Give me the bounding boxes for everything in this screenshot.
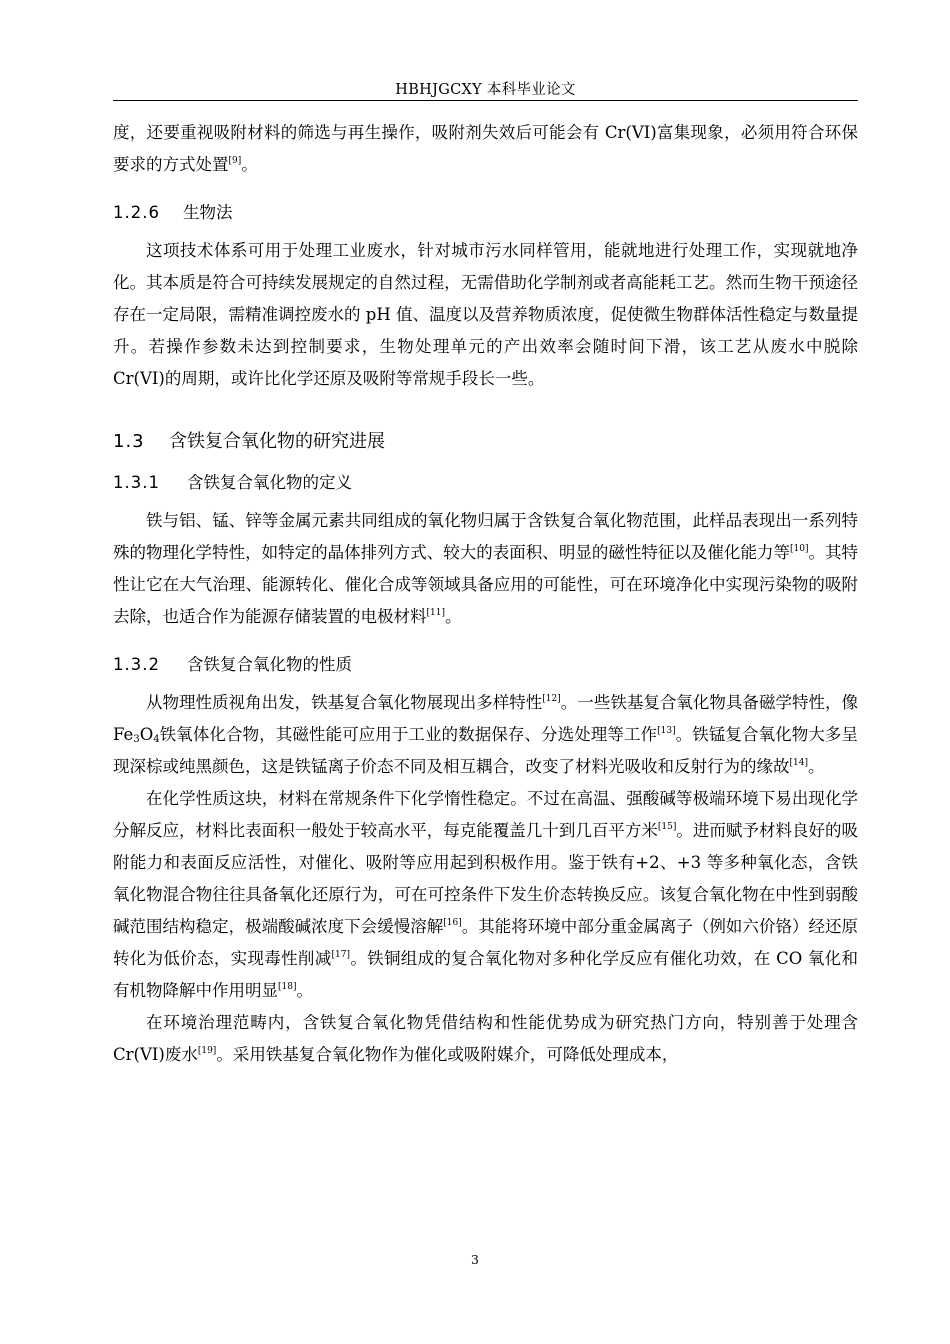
- citation-19: [19]: [197, 1046, 217, 1056]
- section-heading-1-3-1: 1.3.1 含铁复合氧化物的定义: [113, 473, 352, 492]
- section-heading-1-3-2: 1.3.2 含铁复合氧化物的性质: [113, 655, 352, 674]
- citation-17: [17]: [331, 950, 351, 960]
- citation-18: [18]: [278, 982, 297, 992]
- section-heading-1-3: 1.3 含铁复合氧化物的研究进展: [113, 431, 385, 452]
- header-rule: [113, 100, 858, 101]
- citation-16: [16]: [443, 918, 462, 928]
- paragraph-continued: 度，还要重视吸附材料的筛选与再生操作，吸附剂失效后可能会有 Cr(VI)富集现象，必须用符合环保要求的方式处置[9]。: [113, 123, 858, 174]
- citation-9: [9]: [228, 156, 242, 166]
- section-heading-1-2-6: 1.2.6 生物法: [113, 203, 233, 222]
- citation-10: [10]: [789, 544, 809, 554]
- paragraph-definition: 铁与铝、锰、锌等金属元素共同组成的氧化物归属于含铁复合氧化物范围，此样品表现出一系列特殊的物理化学特性，如特定的晶体排列方式、较大的表面积、明显的磁性特征以及催化能力等[10]。其特性让它在大气治理、能源转化、催化合成等领域具备应用的可能性，可在环境净化中实现污染物的吸附去除，也适合作为能源存储装置的电极材料[11]。: [113, 511, 859, 626]
- citation-11: [11]: [426, 608, 445, 618]
- citation-12: [12]: [542, 694, 561, 704]
- page-body: [113, 117, 858, 1071]
- running-header: HBHJGCXY 本科毕业论文: [395, 82, 576, 98]
- paragraph-chemical-properties: 在化学性质这块，材料在常规条件下化学惰性稳定。不过在高温、强酸碱等极端环境下易出现化学分解反应，材料比表面积一般处于较高水平，每克能覆盖几十到几百平方米[15]。进而赋予材料良好的吸附能力和表面反应活性，对催化、吸附等应用起到积极作用。鉴于铁有+2、+3 等多种氧化态，含铁氧化物混合物往往具备氧化还原行为，可在可控条件下发生价态转换反应。该复合氧化物在中性到弱酸碱范围结构稳定，极端酸碱浓度下会缓慢溶解[16]。其能将环境中部分重金属离子（例如六价铬）经还原转化为低价态，实现毒性削减[17]。铁铜组成的复合氧化物对多种化学反应有催化功效，在 CO 氧化和有机物降解中作用明显[18]。: [113, 789, 859, 1000]
- citation-15: [15]: [657, 822, 677, 832]
- citation-14: [14]: [789, 758, 808, 768]
- page-number: 3: [471, 1252, 479, 1267]
- paragraph-environmental-application: 在环境治理范畴内，含铁复合氧化物凭借结构和性能优势成为研究热门方向，特别善于处理含 Cr(VI)废水[19]。采用铁基复合氧化物作为催化或吸附媒介，可降低处理成本，: [113, 1013, 858, 1064]
- paragraph-physical-properties: 从物理性质视角出发，铁基复合氧化物展现出多样特性[12]。一些铁基复合氧化物具备磁学特性，像 $Fe_3O_4$铁氧体化合物，其磁性能可应用于工业的数据保存、分选处理等工作[13]。铁锰复合氧化物大多呈现深棕或纯黑颜色，这是铁锰离子价态不同及相互耦合，改变了材料光吸收和反射行为的缘故[14]。: [113, 693, 859, 776]
- citation-13: [13]: [657, 726, 676, 736]
- paragraph-biological-method: 这项技术体系可用于处理工业废水，针对城市污水同样管用，能就地进行处理工作，实现就地净化。其本质是符合可持续发展规定的自然过程，无需借助化学制剂或者高能耗工艺。然而生物干预途径存在一定局限，需精准调控废水的 pH 值、温度以及营养物质浓度，促使微生物群体活性稳定与数量提升。若操作参数未达到控制要求，生物处理单元的产出效率会随时间下滑，该工艺从废水中脱除 Cr(VI)的周期，或许比化学还原及吸附等常规手段长一些。: [113, 241, 858, 388]
